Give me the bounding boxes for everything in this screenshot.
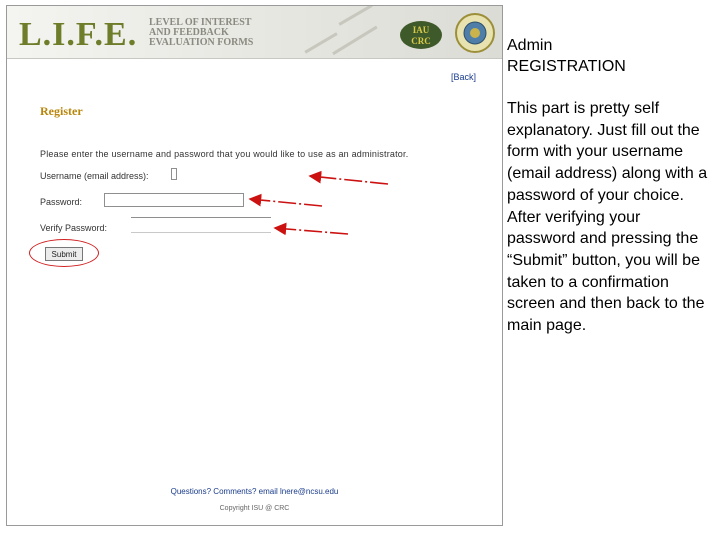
back-link[interactable]: [Back] xyxy=(451,72,477,82)
username-input[interactable] xyxy=(171,168,177,180)
foundation-seal-icon xyxy=(454,12,496,54)
verify-password-label: Verify Password: xyxy=(40,223,108,233)
tagline-line-1: LEVEL OF INTEREST xyxy=(149,17,252,28)
submit-button[interactable]: Submit xyxy=(45,247,83,261)
slide-title xyxy=(507,35,626,77)
footer-contact[interactable]: Questions? Comments? email lnere@ncsu.edu xyxy=(170,487,339,496)
registration-screenshot xyxy=(6,5,503,526)
footer-copyright: Copyright ISU @ CRC xyxy=(219,505,290,512)
crc-logo-icon xyxy=(399,20,443,50)
verify-password-input[interactable] xyxy=(131,217,271,233)
username-label: Username (email address): xyxy=(40,171,149,181)
slide-description: This part is pretty self explanatory. Just fill out the form with your username (email address) along with a password of your choice. After verifying your password and pressing the “Submit” button, you will be taken to a confirmation screen and then back to the main page. xyxy=(507,100,708,335)
slide-title-line-2: REGISTRATION xyxy=(507,58,626,75)
register-heading: Register xyxy=(40,104,83,118)
svg-text:CRC: CRC xyxy=(411,36,431,46)
slide-title-line-1: Admin xyxy=(507,37,553,54)
banner-watermark-graphic xyxy=(292,5,392,69)
password-input[interactable] xyxy=(104,193,244,207)
life-logo[interactable]: L.I.F.E. xyxy=(19,16,138,53)
register-instructions: Please enter the username and password that you would like to use as an administrator. xyxy=(40,149,409,159)
tagline-line-3: EVALUATION FORMS xyxy=(149,37,254,48)
site-banner xyxy=(7,6,502,59)
tagline-line-2: AND FEEDBACK xyxy=(149,27,229,38)
svg-text:IAU: IAU xyxy=(412,25,430,35)
site-tagline xyxy=(149,18,253,48)
password-label: Password: xyxy=(40,197,83,207)
